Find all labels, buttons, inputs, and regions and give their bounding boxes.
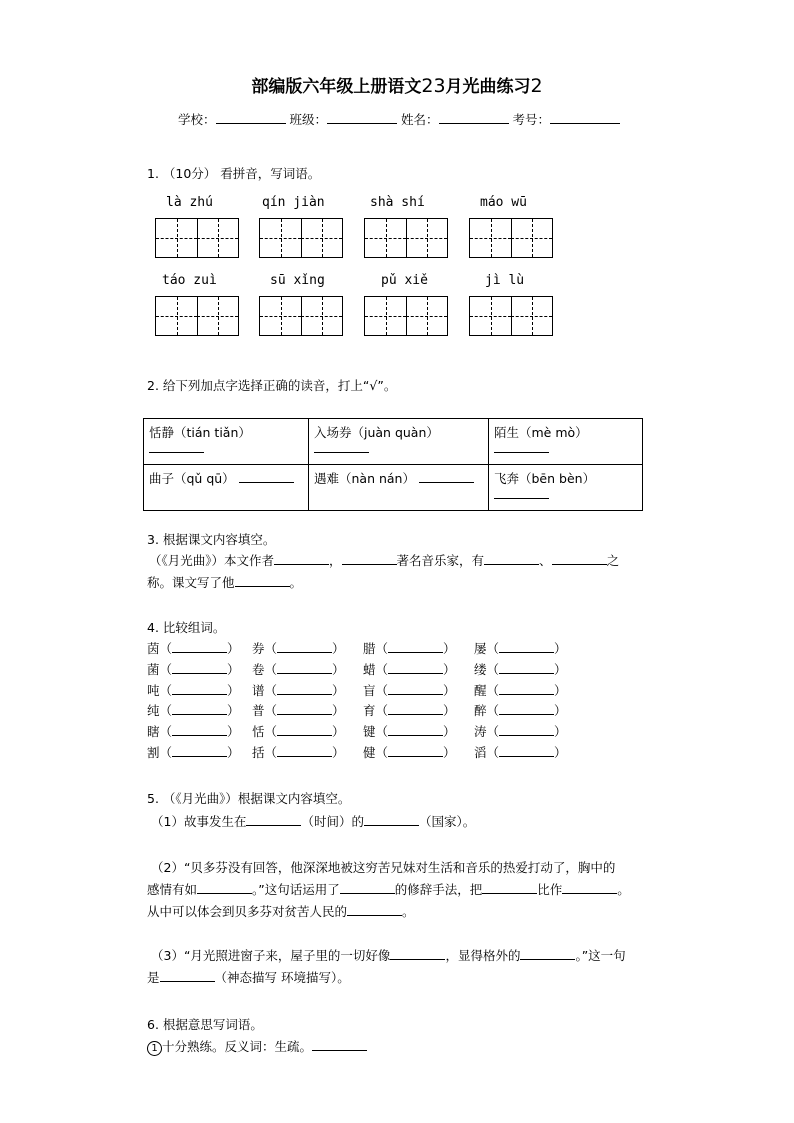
paren-close: ） — [227, 662, 240, 677]
compare-item — [474, 660, 567, 678]
table-cell — [489, 465, 643, 511]
text: 的修辞手法，把 — [394, 882, 483, 897]
answer-blank[interactable] — [552, 564, 607, 565]
answer-blank[interactable] — [388, 714, 443, 715]
character: 普 — [252, 703, 265, 718]
answer-blank[interactable] — [172, 652, 227, 653]
compare-item — [474, 701, 567, 719]
answer-blank[interactable] — [499, 756, 554, 757]
compare-item — [252, 722, 345, 740]
paren-close: ） — [443, 703, 456, 718]
character: 纯 — [147, 703, 160, 718]
school-field[interactable] — [216, 123, 286, 124]
compare-item — [474, 743, 567, 761]
name-label: 姓名： — [401, 112, 439, 127]
q6-heading: 6. 根据意思写词语。 — [147, 1017, 263, 1032]
text: 从中可以体会到贝多芬对贫苦人民的 — [147, 904, 348, 919]
character: 菌 — [147, 662, 160, 677]
pinyin-label: máo wū — [480, 195, 527, 210]
compare-item — [474, 681, 567, 699]
q5-s2-line3 — [147, 902, 415, 920]
compare-item — [147, 743, 240, 761]
text: （《月光曲》）本文作者 — [149, 553, 275, 568]
answer-blank[interactable] — [499, 714, 554, 715]
paren-close: ） — [332, 641, 345, 656]
text: 著名音乐家，有 — [396, 553, 485, 568]
character: 茵 — [147, 641, 160, 656]
pinyin-label: pǔ xiě — [381, 273, 428, 288]
answer-blank[interactable] — [239, 482, 294, 483]
q5-s3-line2 — [147, 968, 350, 986]
character: 瞎 — [147, 724, 160, 739]
answer-blank[interactable] — [277, 756, 332, 757]
text: 十分熟练。反义词：生疏。 — [162, 1039, 313, 1054]
answer-blank[interactable] — [277, 714, 332, 715]
text: 。”这句话运用了 — [252, 882, 340, 897]
paren-close: ） — [554, 745, 567, 760]
answer-blank[interactable] — [388, 756, 443, 757]
answer-blank[interactable] — [274, 564, 329, 565]
text: 。”这一句 — [575, 948, 626, 963]
answer-blank[interactable] — [388, 673, 443, 674]
paren-close: ） — [443, 662, 456, 677]
writing-grid[interactable] — [259, 218, 343, 258]
text: （3）“月光照进窗子来，屋子里的一切好像 — [151, 948, 391, 963]
page-title — [0, 72, 794, 97]
paren-close: ） — [227, 724, 240, 739]
table-cell — [309, 419, 489, 465]
cell-text: 恬静（tián tiǎn） — [149, 425, 251, 440]
student-info-line — [178, 110, 620, 128]
pinyin-label: jì lù — [485, 273, 525, 288]
paren-open: （ — [159, 724, 173, 739]
paren-open: （ — [375, 703, 389, 718]
paren-open: （ — [486, 724, 500, 739]
compare-item — [252, 660, 345, 678]
paren-open: （ — [486, 683, 500, 698]
paren-open: （ — [375, 724, 389, 739]
text: 是 — [147, 970, 160, 985]
text: 、 — [539, 553, 552, 568]
paren-close: ） — [554, 724, 567, 739]
pinyin-label: shà shí — [370, 195, 425, 210]
answer-blank[interactable] — [277, 652, 332, 653]
title-suffix: 2 — [530, 75, 543, 97]
q5-s1 — [151, 812, 475, 830]
text: 比作 — [537, 882, 563, 897]
answer-blank[interactable] — [364, 825, 419, 826]
answer-blank[interactable] — [390, 959, 445, 960]
answer-blank[interactable] — [160, 981, 215, 982]
writing-grid[interactable] — [364, 218, 448, 258]
compare-item — [252, 681, 345, 699]
paren-open: （ — [159, 703, 173, 718]
compare-item — [363, 743, 456, 761]
paren-close: ） — [443, 683, 456, 698]
paren-open: （ — [264, 745, 278, 760]
answer-blank[interactable] — [172, 673, 227, 674]
answer-blank[interactable] — [494, 498, 549, 499]
answer-blank[interactable] — [499, 673, 554, 674]
paren-open: （ — [264, 662, 278, 677]
compare-item — [252, 701, 345, 719]
paren-close: ） — [332, 683, 345, 698]
character: 谱 — [252, 683, 265, 698]
paren-open: （ — [159, 683, 173, 698]
compare-item — [474, 639, 567, 657]
answer-blank[interactable] — [277, 673, 332, 674]
paren-open: （ — [264, 703, 278, 718]
answer-blank[interactable] — [388, 694, 443, 695]
text: （1）故事发生在 — [151, 814, 247, 829]
answer-blank[interactable] — [499, 735, 554, 736]
cell-text: 遇难（nàn nán） — [314, 471, 415, 486]
paren-open: （ — [486, 745, 500, 760]
exam-no-label: 考号： — [512, 112, 551, 127]
exam-no-field[interactable] — [550, 123, 620, 124]
paren-open: （ — [375, 683, 389, 698]
paren-open: （ — [486, 641, 500, 656]
paren-open: （ — [486, 703, 500, 718]
answer-blank[interactable] — [172, 714, 227, 715]
writing-grid[interactable] — [155, 296, 239, 336]
table-cell — [489, 419, 643, 465]
q6-item1 — [147, 1037, 367, 1056]
character: 涛 — [474, 724, 487, 739]
title-num: 23 — [421, 75, 446, 97]
compare-item — [363, 660, 456, 678]
answer-blank[interactable] — [172, 694, 227, 695]
answer-blank[interactable] — [419, 482, 474, 483]
answer-blank[interactable] — [172, 756, 227, 757]
q5-s2-line2 — [147, 880, 630, 898]
q5-s2-line1: （2）“贝多芬没有回答，他深深地被这穷苦兄妹对生活和音乐的热爱打动了，胸中的 — [151, 860, 616, 875]
answer-blank[interactable] — [197, 893, 252, 894]
paren-close: ） — [227, 641, 240, 656]
school-label: 学校： — [178, 112, 216, 127]
name-field[interactable] — [439, 123, 509, 124]
cell-text: 入场券（juàn quàn） — [314, 425, 439, 440]
answer-blank[interactable] — [562, 893, 617, 894]
character: 键 — [363, 724, 376, 739]
answer-blank[interactable] — [388, 735, 443, 736]
compare-item — [147, 681, 240, 699]
text: 。 — [617, 882, 630, 897]
text: 。 — [402, 904, 415, 919]
compare-item — [147, 722, 240, 740]
answer-blank[interactable] — [277, 694, 332, 695]
character: 醉 — [474, 703, 487, 718]
paren-close: ） — [332, 662, 345, 677]
paren-open: （ — [486, 662, 500, 677]
paren-open: （ — [264, 641, 278, 656]
character: 蜡 — [363, 662, 376, 677]
answer-blank[interactable] — [235, 586, 290, 587]
q3-line2 — [147, 573, 302, 591]
character: 括 — [252, 745, 265, 760]
answer-blank[interactable] — [246, 825, 301, 826]
text: （神态描写 环境描写）。 — [214, 970, 350, 985]
paren-close: ） — [554, 683, 567, 698]
character: 育 — [363, 703, 376, 718]
paren-close: ） — [443, 641, 456, 656]
compare-item — [363, 701, 456, 719]
paren-close: ） — [443, 724, 456, 739]
compare-item — [147, 660, 240, 678]
cell-text: 飞奔（bēn bèn） — [494, 471, 596, 486]
paren-open: （ — [375, 662, 389, 677]
compare-item — [252, 743, 345, 761]
writing-grid[interactable] — [469, 296, 553, 336]
text: ， — [329, 553, 342, 568]
compare-item — [147, 701, 240, 719]
q5-s3-line1 — [151, 946, 626, 964]
q3-heading: 3. 根据课文内容填空。 — [147, 532, 276, 547]
character: 恬 — [252, 724, 265, 739]
paren-close: ） — [554, 641, 567, 656]
paren-open: （ — [375, 745, 389, 760]
q5-heading: 5. （《月光曲》）根据课文内容填空。 — [147, 791, 351, 806]
character: 屡 — [474, 641, 487, 656]
paren-open: （ — [159, 662, 173, 677]
answer-blank[interactable] — [482, 893, 537, 894]
paren-close: ） — [554, 662, 567, 677]
character: 盲 — [363, 683, 376, 698]
paren-close: ） — [227, 683, 240, 698]
compare-item — [147, 639, 240, 657]
answer-blank[interactable] — [340, 893, 395, 894]
character: 健 — [363, 745, 376, 760]
paren-close: ） — [227, 745, 240, 760]
pinyin-label: là zhú — [166, 195, 213, 210]
answer-blank[interactable] — [520, 959, 575, 960]
compare-item — [252, 639, 345, 657]
paren-close: ） — [332, 745, 345, 760]
title-mid: 月光曲练习 — [445, 77, 531, 97]
class-label: 班级： — [289, 112, 328, 127]
answer-blank[interactable] — [342, 564, 397, 565]
text: （国家）。 — [418, 814, 476, 829]
paren-open: （ — [159, 745, 173, 760]
paren-open: （ — [264, 724, 278, 739]
compare-item — [363, 722, 456, 740]
compare-item — [363, 681, 456, 699]
pinyin-label: qín jiàn — [262, 195, 325, 210]
text: ，显得格外的 — [445, 948, 521, 963]
writing-grid[interactable] — [155, 218, 239, 258]
answer-blank[interactable] — [494, 452, 549, 453]
text: （时间）的 — [301, 814, 364, 829]
writing-grid[interactable] — [259, 296, 343, 336]
table-cell — [309, 465, 489, 511]
writing-grid[interactable] — [469, 218, 553, 258]
answer-blank[interactable] — [484, 564, 539, 565]
character: 醒 — [474, 683, 487, 698]
answer-blank[interactable] — [149, 452, 204, 453]
text: 称。课文写了他 — [147, 575, 235, 590]
paren-open: （ — [375, 641, 389, 656]
character: 腊 — [363, 641, 376, 656]
answer-blank[interactable] — [499, 652, 554, 653]
circled-number: 1 — [147, 1041, 162, 1056]
character: 吨 — [147, 683, 160, 698]
q1-heading: 1. （10分） 看拼音，写词语。 — [147, 166, 321, 181]
pinyin-label: táo zuì — [162, 273, 217, 288]
paren-close: ） — [443, 745, 456, 760]
compare-item — [363, 639, 456, 657]
answer-blank[interactable] — [499, 694, 554, 695]
pinyin-label: sū xǐng — [270, 273, 325, 288]
text: 。 — [289, 575, 303, 590]
paren-close: ） — [227, 703, 240, 718]
paren-open: （ — [159, 641, 173, 656]
character: 滔 — [474, 745, 487, 760]
text: 感情有如 — [147, 882, 198, 897]
q3-line1 — [149, 551, 619, 569]
paren-close: ） — [332, 703, 345, 718]
writing-grid[interactable] — [364, 296, 448, 336]
character: 券 — [252, 641, 265, 656]
answer-blank[interactable] — [277, 735, 332, 736]
answer-blank[interactable] — [388, 652, 443, 653]
paren-close: ） — [332, 724, 345, 739]
character: 卷 — [252, 662, 265, 677]
answer-blank[interactable] — [312, 1050, 367, 1051]
paren-open: （ — [264, 683, 278, 698]
title-pre: 部编版六年级上册语文 — [251, 77, 422, 97]
pronunciation-table — [143, 418, 643, 511]
answer-blank[interactable] — [314, 452, 369, 453]
answer-blank[interactable] — [347, 915, 402, 916]
q4-heading: 4. 比较组词。 — [147, 620, 226, 635]
cell-text: 陌生（mè mò） — [494, 425, 588, 440]
q2-heading: 2. 给下列加点字选择正确的读音，打上“√”。 — [147, 378, 397, 393]
character: 缕 — [474, 662, 487, 677]
character: 割 — [147, 745, 160, 760]
class-field[interactable] — [327, 123, 397, 124]
paren-close: ） — [554, 703, 567, 718]
text: 之 — [606, 553, 620, 568]
answer-blank[interactable] — [172, 735, 227, 736]
compare-item — [474, 722, 567, 740]
cell-text: 曲子（qǔ qū） — [149, 471, 235, 486]
table-cell — [144, 465, 309, 511]
table-cell — [144, 419, 309, 465]
